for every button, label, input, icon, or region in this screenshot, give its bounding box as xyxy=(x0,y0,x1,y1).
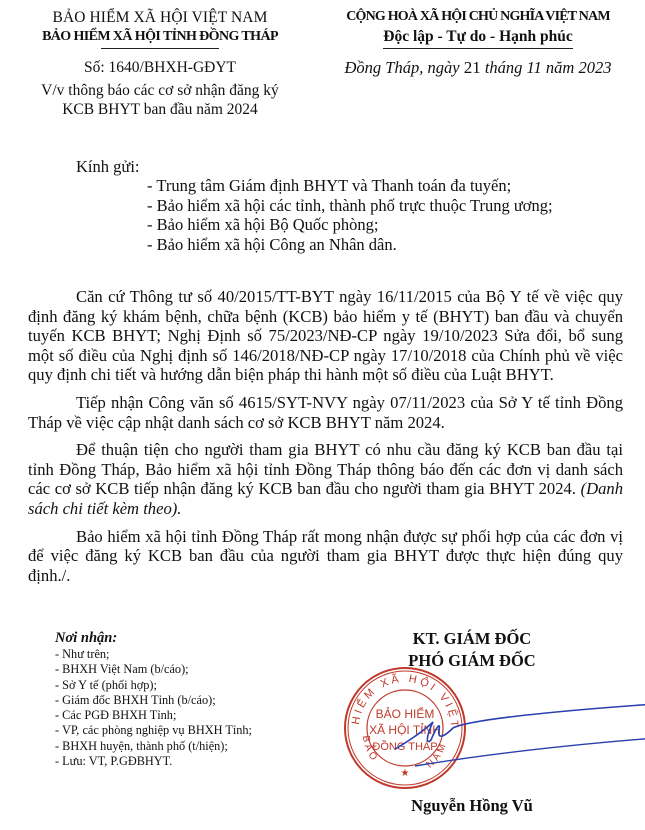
recipient-item: - Giám đốc BHXH Tỉnh (b/cáo); xyxy=(55,692,216,707)
recipient-item: - VP, các phòng nghiệp vụ BHXH Tỉnh; xyxy=(55,723,252,738)
header-underline xyxy=(101,48,219,49)
body-paragraph-3 xyxy=(28,440,623,518)
body-paragraph-3-note: (Danh sách chi tiết kèm theo). xyxy=(28,479,623,518)
addressee-item: - Bảo hiểm xã hội các tỉnh, thành phố trực thuộc Trung ương; xyxy=(147,195,553,215)
recipient-item: - Lưu: VT, P.GĐBHYT. xyxy=(55,754,173,769)
letter-body xyxy=(28,287,623,593)
recipient-item: - BHXH huyện, thành phố (t/hiện); xyxy=(55,738,228,753)
body-paragraph-2: Tiếp nhận Công văn số 4615/SYT-NVY ngày 07/11/2023 của Sở Y tế tỉnh Đồng Tháp về việc cập nhật danh sách cơ sở KCB BHYT năm 2024. xyxy=(28,392,623,432)
subject-line-2: KCB BHYT ban đầu năm 2024 xyxy=(62,101,258,118)
handwritten-signature-icon xyxy=(395,700,645,780)
addressee-item: - Bảo hiểm xã hội Công an Nhân dân. xyxy=(147,234,397,254)
subject-line-1: V/v thông báo các cơ sở nhận đăng ký xyxy=(41,82,279,99)
svg-text:★: ★ xyxy=(400,768,410,779)
recipients-title: Nơi nhận: xyxy=(55,630,118,646)
recipient-item: - Các PGĐ BHXH Tỉnh; xyxy=(55,708,177,723)
recipient-item: - Như trên; xyxy=(55,647,110,661)
addressee-list xyxy=(147,176,553,254)
svg-text:BẢO HIỂM: BẢO HIỂM xyxy=(375,707,435,721)
svg-text:XÃ HỘI TỈNH: XÃ HỘI TỈNH xyxy=(369,723,441,737)
doc-number: Số: 1640/BHXH-GĐYT xyxy=(84,59,236,76)
body-paragraph-1: Căn cứ Thông tư số 40/2015/TT-BYT ngày 16/11/2015 của Bộ Y tế về việc quy định đăng ký khám bệnh, chữa bệnh (KCB) bảo hiểm y tế (BHYT) ban đầu và chuyển tuyến KCB BHYT; Nghị Định số 75/2023/NĐ-CP ngày 19/10/2023 Sửa đổi, bổ sung một số điều của Nghị định số 146/2018/NĐ-CP ngày 17/10/2018 của Chính phủ về việc quy định chi tiết và hướng dẫn biện pháp thi hành một số điều của Luật BHYT. xyxy=(28,287,623,385)
recipient-item: - Sở Y tế (phối hợp); xyxy=(55,677,157,692)
signature-title-line-2: PHÓ GIÁM ĐỐC xyxy=(408,651,536,670)
signer-name: Nguyễn Hồng Vũ xyxy=(411,796,533,815)
org-parent: BẢO HIỂM XÃ HỘI VIỆT NAM xyxy=(52,9,268,26)
addressee-item: - Bảo hiểm xã hội Bộ Quốc phòng; xyxy=(147,215,379,234)
date-day: 21 xyxy=(463,58,481,77)
addressee-item: - Trung tâm Giám định BHYT và Thanh toán đa tuyến; xyxy=(147,176,512,195)
motto: Độc lập - Tự do - Hạnh phúc xyxy=(383,27,572,49)
recipients-block xyxy=(55,629,252,769)
signature-title-line-1: KT. GIÁM ĐỐC xyxy=(412,629,532,648)
date-suffix: tháng 11 năm 2023 xyxy=(480,58,612,77)
body-paragraph-4: Bảo hiểm xã hội tỉnh Đồng Tháp rất mong nhận được sự phối hợp của các đơn vị để việc đăng ký KCB ban đầu của người tham gia BHYT được thực hiện đúng quy định./. xyxy=(28,526,623,585)
addressee-label: Kính gửi: xyxy=(76,157,140,176)
recipient-item: - BHXH Việt Nam (b/cáo); xyxy=(55,662,189,677)
issuer-header xyxy=(10,8,310,119)
svg-text:BẢO: BẢO xyxy=(359,734,381,766)
org-name: BẢO HIỂM XÃ HỘI TỈNH ĐỒNG THÁP xyxy=(42,29,278,44)
date-prefix: Đồng Tháp, ngày xyxy=(344,58,464,77)
svg-text:HIỂM XÃ HỘI VIỆT: HIỂM XÃ HỘI VIỆT xyxy=(349,672,461,731)
national-header xyxy=(318,8,638,78)
national-title: CỘNG HOÀ XÃ HỘI CHỦ NGHĨA VIỆT NAM xyxy=(346,9,610,24)
svg-text:ĐỒNG THÁP: ĐỒNG THÁP xyxy=(372,741,438,753)
svg-text:NAM: NAM xyxy=(424,739,450,771)
place-date xyxy=(318,58,638,78)
body-paragraph-3-text: Để thuận tiện cho người tham gia BHYT có nhu cầu đăng ký KCB ban đầu tại tỉnh Đồng Tháp, Bảo hiểm xã hội tỉnh Đồng Tháp thông báo đến các đơn vị danh sách các cơ sở KCB tiếp nhận đăng ký KCB ban đầu cho người tham gia BHYT 2024. xyxy=(28,440,623,499)
